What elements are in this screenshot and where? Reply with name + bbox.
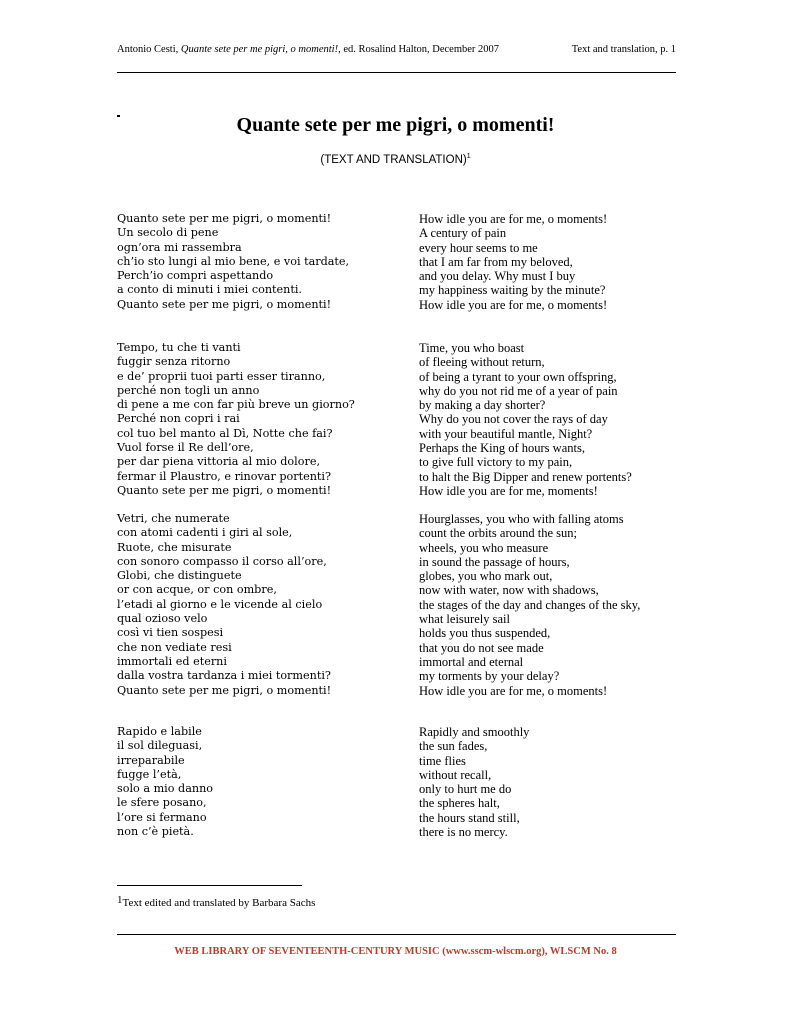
translation-line: every hour seems to me xyxy=(419,240,538,255)
translation-line: A century of pain xyxy=(419,226,507,241)
verse-line: che non vediate resi xyxy=(117,640,232,654)
translation-line: why do you not rid me of a year of pain xyxy=(419,383,618,398)
translation-line: How idle you are for me, moments! xyxy=(419,483,598,498)
footer-rule xyxy=(117,934,676,935)
verse-line: Rapido e labile xyxy=(117,725,202,738)
verse-line: Globi, che distinguete xyxy=(117,569,242,583)
translation-line: my happiness waiting by the minute? xyxy=(419,283,606,298)
translation-line: Time, you who boast xyxy=(419,341,525,355)
verse-line: perché non togli un anno xyxy=(117,383,260,397)
verse-line: il sol dileguasi, xyxy=(117,739,203,753)
verse-line: Quanto sete per me pigri, o momenti! xyxy=(117,212,332,225)
translation-line: in sound the passage of hours, xyxy=(419,554,570,569)
english-stanza-1 xyxy=(419,212,607,312)
verse-line: Quanto sete per me pigri, o momenti! xyxy=(117,297,332,311)
verse-line: Quanto sete per me pigri, o momenti! xyxy=(117,683,332,697)
italian-stanza-1 xyxy=(117,212,349,312)
verse-line: Perché non copri i rai xyxy=(117,412,240,426)
header-page-label: Text and translation, p. 1 xyxy=(571,44,676,55)
verse-line: e de’ proprii tuoi parti esser tiranno, xyxy=(117,369,326,383)
translation-line: Why do you not cover the rays of day xyxy=(419,412,608,427)
translation-line: that you do not see made xyxy=(419,640,544,655)
translation-line: the sun fades, xyxy=(419,739,488,754)
translation-line: my torments by your delay? xyxy=(419,669,560,684)
italian-stanza-2 xyxy=(117,341,355,498)
verse-line: Perch’io compri aspettando xyxy=(117,269,274,283)
english-stanza-4 xyxy=(419,725,529,839)
translation-line: to halt the Big Dipper and renew portents? xyxy=(419,469,632,484)
translation-line: How idle you are for me, o moments! xyxy=(419,212,608,226)
verse-line: Vetri, che numerate xyxy=(117,512,230,525)
verse-line: Quanto sete per me pigri, o momenti! xyxy=(117,483,332,497)
header-work-title: Quante sete per me pigri, o momenti! xyxy=(180,44,339,55)
translation-line: the hours stand still, xyxy=(419,810,520,825)
subtitle-footnote-ref: 1 xyxy=(466,153,471,160)
verse-line: con sonoro compasso il corso all’ore, xyxy=(117,554,327,568)
header-author: Antonio Cesti, xyxy=(117,44,181,55)
verse-line: l’etadi al giorno e le vicende al cielo xyxy=(117,597,323,611)
translation-line: holds you thus suspended, xyxy=(419,626,551,641)
translation-line: without recall, xyxy=(419,767,492,782)
verse-line: Vuol forse il Re dell’ore, xyxy=(117,441,254,455)
translation-line: the stages of the day and changes of the sky, xyxy=(419,597,641,612)
footnote-separator xyxy=(117,885,302,886)
verse-line: dalla vostra tardanza i miei tormenti? xyxy=(117,669,331,683)
translation-line: How idle you are for me, o moments! xyxy=(419,297,608,312)
translation-line: there is no mercy. xyxy=(419,825,508,840)
translation-line: of fleeing without return, xyxy=(419,355,545,370)
verse-line: le sfere posano, xyxy=(117,796,207,810)
verse-line: immortali ed eterni xyxy=(117,654,227,668)
translation-line: by making a day shorter? xyxy=(419,398,546,413)
verse-line: or con acque, or con ombre, xyxy=(117,583,277,597)
footnote xyxy=(117,894,315,909)
translation-line: only to hurt me do xyxy=(419,782,512,797)
translation-line: immortal and eternal xyxy=(419,654,524,669)
translation-line: of being a tyrant to your own offspring, xyxy=(419,369,617,384)
verse-line: per dar piena vittoria al mio dolore, xyxy=(117,455,321,469)
verse-line: ogn’ora mi rassembra xyxy=(117,240,242,254)
translation-line: Rapidly and smoothly xyxy=(419,725,530,739)
translation-line: time flies xyxy=(419,753,466,768)
translation-line: Perhaps the King of hours wants, xyxy=(419,441,585,456)
verse-line: Un secolo di pene xyxy=(117,226,219,240)
italian-stanza-3 xyxy=(117,512,331,698)
translation-line: that I am far from my beloved, xyxy=(419,254,573,269)
translation-line: to give full victory to my pain, xyxy=(419,455,573,470)
translation-line: How idle you are for me, o moments! xyxy=(419,683,608,698)
verse-line: fermar il Plaustro, e rinovar portenti? xyxy=(117,469,331,483)
verse-line: Tempo, tu che ti vanti xyxy=(117,341,241,354)
footnote-marker: 1 xyxy=(117,894,123,906)
verse-line: qual ozioso velo xyxy=(117,612,208,626)
running-header xyxy=(117,44,676,55)
subtitle-text: (TEXT AND TRANSLATION) xyxy=(320,153,467,166)
verse-line: ch’io sto lungi al mio bene, e voi tardate, xyxy=(117,254,350,268)
verse-line: di pene a me con far più breve un giorno? xyxy=(117,398,355,412)
verse-line: l’ore si fermano xyxy=(117,810,207,824)
translation-line: globes, you who mark out, xyxy=(419,569,553,584)
verse-line: così vi tien sospesi xyxy=(117,626,224,640)
verse-line: solo a mio danno xyxy=(117,782,214,796)
translation-line: Hourglasses, you who with falling atoms xyxy=(419,512,624,526)
translation-line: wheels, you who measure xyxy=(419,540,549,555)
italian-stanza-4 xyxy=(117,725,213,839)
translation-line: with your beautiful mantle, Night? xyxy=(419,426,593,441)
header-rule xyxy=(117,72,676,73)
page-title: Quante sete per me pigri, o momenti! xyxy=(236,114,555,136)
verse-line: a conto di minuti i miei contenti. xyxy=(117,283,302,297)
english-stanza-2 xyxy=(419,341,632,498)
english-stanza-3 xyxy=(419,512,640,698)
translation-line: what leisurely sail xyxy=(419,612,510,627)
verse-line: fuggir senza ritorno xyxy=(117,355,231,369)
verse-line: fugge l’età, xyxy=(117,767,182,781)
translation-line: count the orbits around the sun; xyxy=(419,526,577,541)
verse-line: irreparabile xyxy=(117,753,185,767)
translation-line: now with water, now with shadows, xyxy=(419,583,599,598)
verse-line: col tuo bel manto al Dì, Notte che fai? xyxy=(117,426,333,440)
page-subtitle xyxy=(0,153,791,166)
footnote-text: Text edited and translated by Barbara Sachs xyxy=(122,897,316,909)
verse-line: non c’è pietà. xyxy=(117,825,194,839)
verse-line: con atomi cadenti i giri al sole, xyxy=(117,526,293,540)
translation-line: and you delay. Why must I buy xyxy=(419,269,576,284)
verse-line: Ruote, che misurate xyxy=(117,540,232,554)
translation-line: the spheres halt, xyxy=(419,796,500,811)
header-edition: , ed. Rosalind Halton, December 2007 xyxy=(338,44,500,55)
footer-credit: WEB LIBRARY OF SEVENTEENTH-CENTURY MUSIC (www.sscm-wlscm.org), WLSCM No. 8 xyxy=(174,946,617,957)
